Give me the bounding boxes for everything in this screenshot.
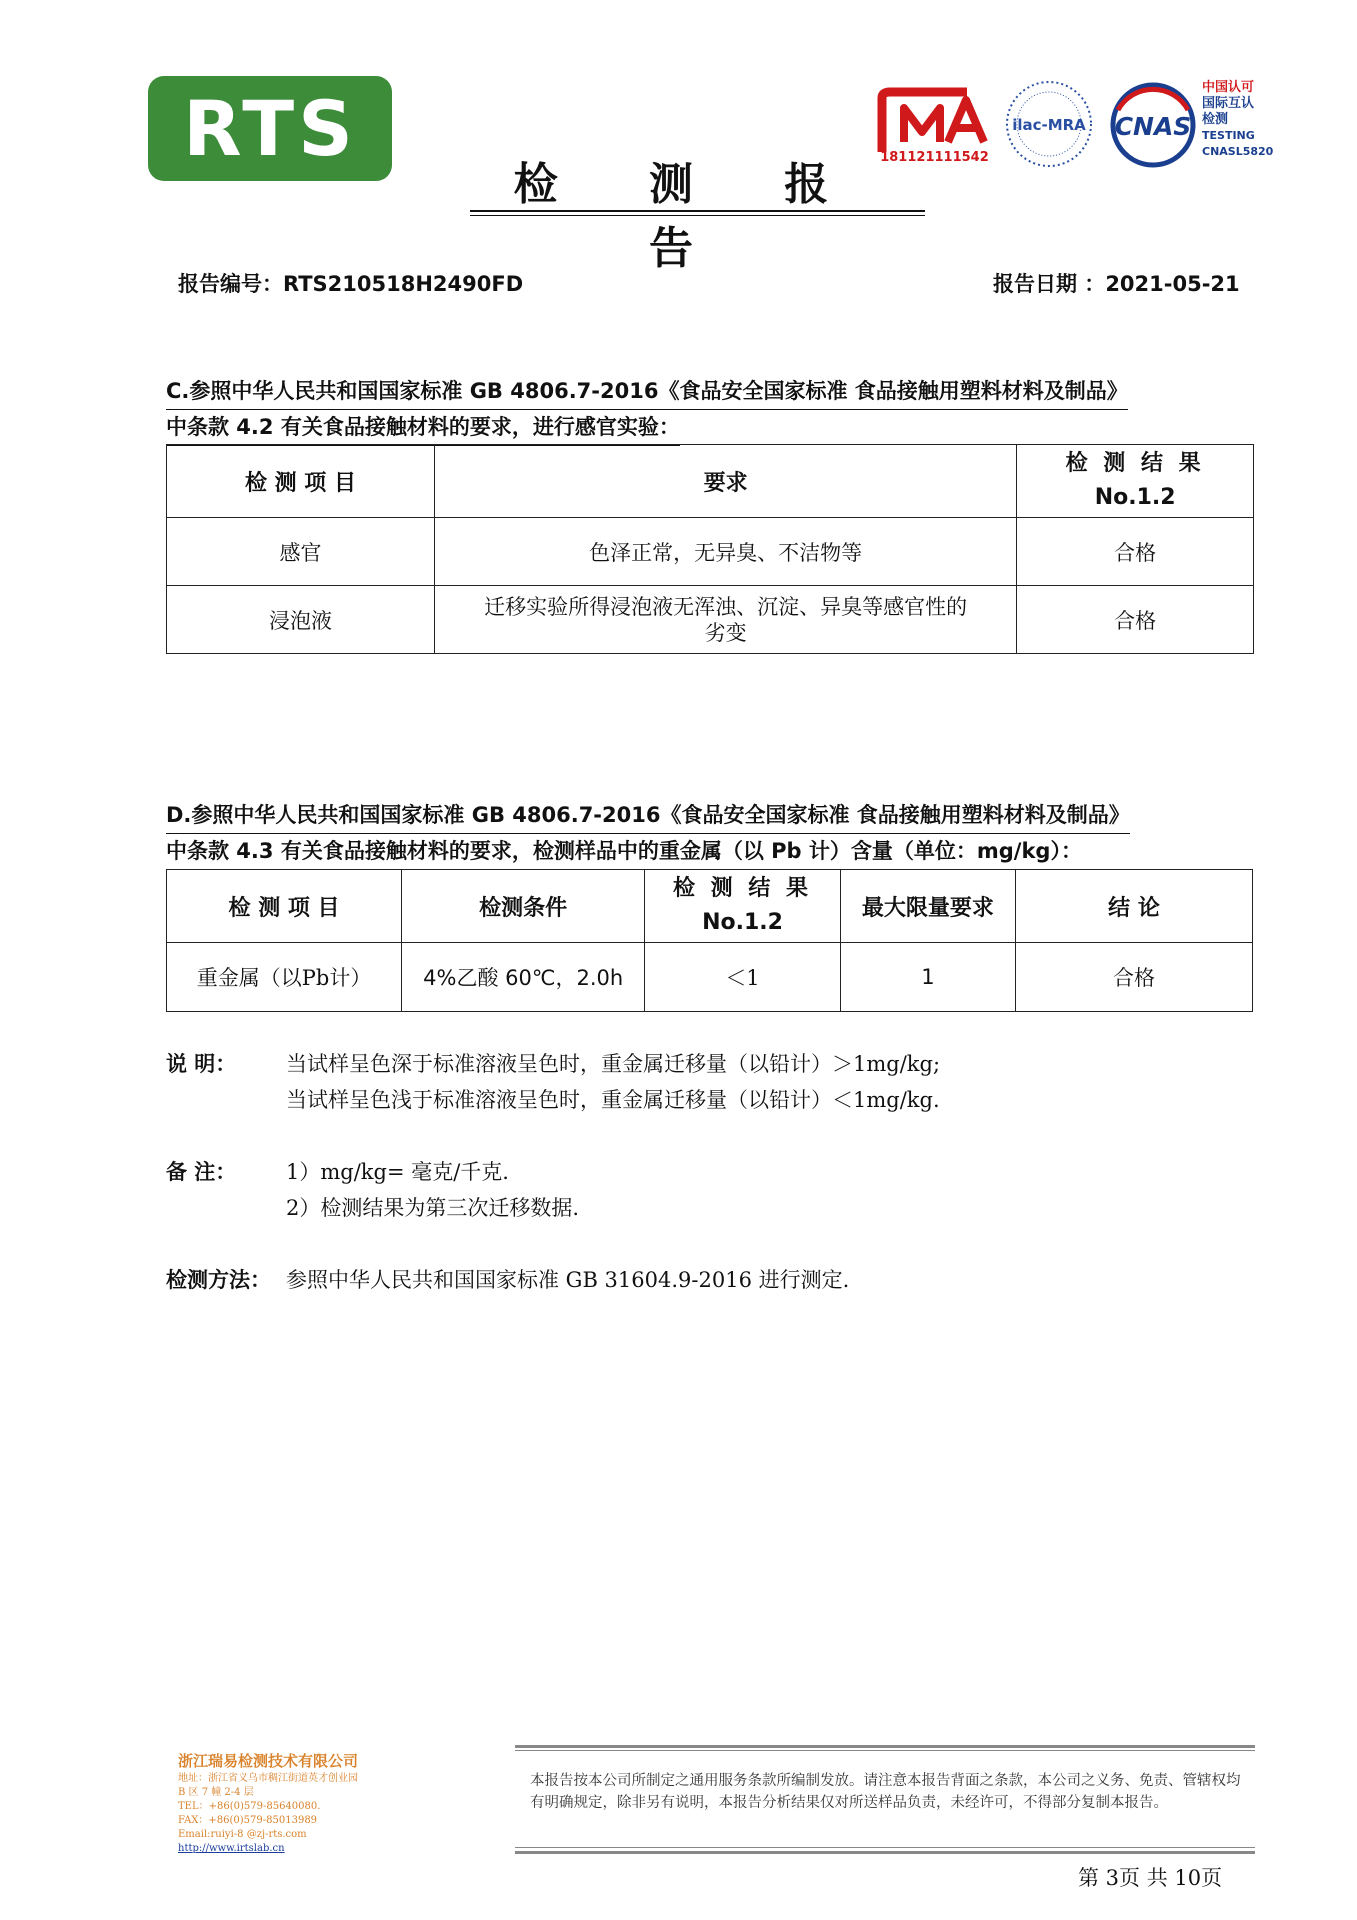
footer-address: 地址：浙江省义乌市稠江街道英才创业园 (178, 1773, 358, 1784)
remarks-line: 2）检测结果为第三次迁移数据. (286, 1196, 580, 1220)
table-header-row (167, 870, 1253, 943)
report-number-value: RTS210518H2490FD (283, 272, 524, 296)
section-c-heading (166, 374, 1256, 446)
footer-fax: FAX：+86(0)579-85013989 (178, 1815, 318, 1826)
cell-result: 合格 (1017, 586, 1254, 654)
footer-address: B 区 7 幢 2-4 层 (178, 1787, 254, 1798)
header-requirement: 要求 (434, 445, 1016, 518)
footer-divider (515, 1847, 1255, 1848)
section-c-table (166, 444, 1254, 654)
rts-logo (148, 76, 392, 181)
header-result (1017, 445, 1254, 518)
section-d-heading-line: D.参照中华人民共和国国家标准 GB 4806.7-2016《食品安全国家标准 食品接触用塑料材料及制品》 (166, 798, 1130, 834)
report-number-label: 报告编号： (178, 272, 283, 296)
cnas-side-text (1202, 80, 1292, 160)
report-date-label: 报告日期 ： (993, 272, 1106, 296)
cnas-side-line: TESTING (1202, 129, 1255, 142)
header-condition: 检测条件 (402, 870, 645, 943)
title-underline (470, 210, 925, 212)
cell-requirement-line: 劣变 (704, 620, 747, 645)
cnas-text: CNAS (1114, 112, 1192, 141)
header-result-no: No.1.2 (1094, 485, 1176, 510)
report-number (178, 268, 523, 298)
cell-limit: 1 (840, 943, 1015, 1012)
table-header-row (167, 445, 1254, 518)
cnas-side-line: 国际互认 (1202, 96, 1255, 111)
header-conclusion: 结 论 (1016, 870, 1253, 943)
explanation-label: 说 明： (166, 1051, 237, 1076)
cma-number: 181121111542 (880, 150, 989, 165)
report-date (993, 268, 1240, 298)
cell-item: 感官 (167, 518, 435, 586)
cnas-side-line: CNASL5820 (1202, 145, 1274, 158)
section-c-heading-line: C.参照中华人民共和国国家标准 GB 4806.7-2016《食品安全国家标准 食品接触用塑料材料及制品》 (166, 374, 1128, 410)
header-result-label: 检 测 结 果 (1065, 451, 1205, 476)
rts-logo-text: RTS (183, 84, 357, 173)
header-limit: 最大限量要求 (840, 870, 1015, 943)
table-row (167, 518, 1254, 586)
remarks-label: 备 注： (166, 1159, 237, 1184)
cell-requirement: 色泽正常，无异臭、不洁物等 (434, 518, 1016, 586)
cell-item: 重金属（以Pb计） (167, 943, 402, 1012)
header-result-no: No.1.2 (702, 910, 783, 935)
section-c-heading-line: 中条款 4.2 有关食品接触材料的要求，进行感官实验： (166, 410, 680, 446)
section-d-heading (166, 798, 1256, 870)
ilac-mra-mark-icon (1003, 78, 1095, 170)
remarks-line: 1）mg/kg= 毫克/千克. (286, 1160, 509, 1184)
footer-divider (515, 1745, 1255, 1748)
section-d-table (166, 869, 1253, 1012)
cnas-mark-icon (1103, 80, 1203, 170)
header-result (645, 870, 840, 943)
cell-item: 浸泡液 (167, 586, 435, 654)
method-text: 参照中华人民共和国国家标准 GB 31604.9-2016 进行测定. (286, 1268, 850, 1292)
footer-tel: TEL：+86(0)579-85640080. (178, 1801, 321, 1812)
table-row (167, 586, 1254, 654)
header-item: 检 测 项 目 (167, 870, 402, 943)
cell-conclusion: 合格 (1016, 943, 1253, 1012)
cnas-side-line: 检测 (1202, 112, 1229, 127)
cell-condition: 4%乙酸 60℃，2.0h (402, 943, 645, 1012)
cnas-side-line: 中国认可 (1202, 80, 1255, 95)
section-d-heading-line: 中条款 4.3 有关食品接触材料的要求，检测样品中的重金属（以 Pb 计）含量（单位：mg/kg）： (166, 834, 1082, 870)
cell-requirement-line: 迁移实验所得浸泡液无浑浊、沉淀、异臭等感官性的 (484, 594, 968, 619)
cell-result: ＜1 (645, 943, 840, 1012)
footer-email: Email:ruiyi-8 @zj-rts.com (178, 1829, 307, 1840)
header-result-label: 检 测 结 果 (673, 876, 812, 901)
cell-requirement (434, 586, 1016, 654)
method-label: 检测方法： (166, 1267, 271, 1292)
footer-company: 浙江瑞易检测技术有限公司 (178, 1752, 359, 1770)
footer-divider (515, 1851, 1255, 1854)
ilac-text: ilac-MRA (1012, 116, 1086, 134)
title-underline-thin (470, 215, 925, 216)
page-number: 第 3页 共 10页 (1078, 1866, 1223, 1890)
cell-result: 合格 (1017, 518, 1254, 586)
explanation-line: 当试样呈色浅于标准溶液呈色时，重金属迁移量（以铅计）＜1mg/kg. (286, 1088, 940, 1112)
header-item: 检 测 项 目 (167, 445, 435, 518)
footer-contact (178, 1772, 408, 1856)
table-row (167, 943, 1253, 1012)
footer-disclaimer: 本报告按本公司所制定之通用服务条款所编制发放。请注意本报告背面之条款，本公司之义务、免责、管辖权均有明确规定，除非另有说明，本报告分析结果仅对所送样品负责，未经许可，不得部分复制本报告。 (530, 1773, 1241, 1811)
report-date-value: 2021-05-21 (1105, 272, 1240, 296)
explanation-line: 当试样呈色深于标准溶液呈色时，重金属迁移量（以铅计）＞1mg/kg; (286, 1052, 941, 1076)
footer-divider (515, 1750, 1255, 1751)
footer-website-link[interactable]: http://www.irtslab.cn (178, 1843, 285, 1854)
document-title: 检 测 报 告 (513, 159, 867, 274)
